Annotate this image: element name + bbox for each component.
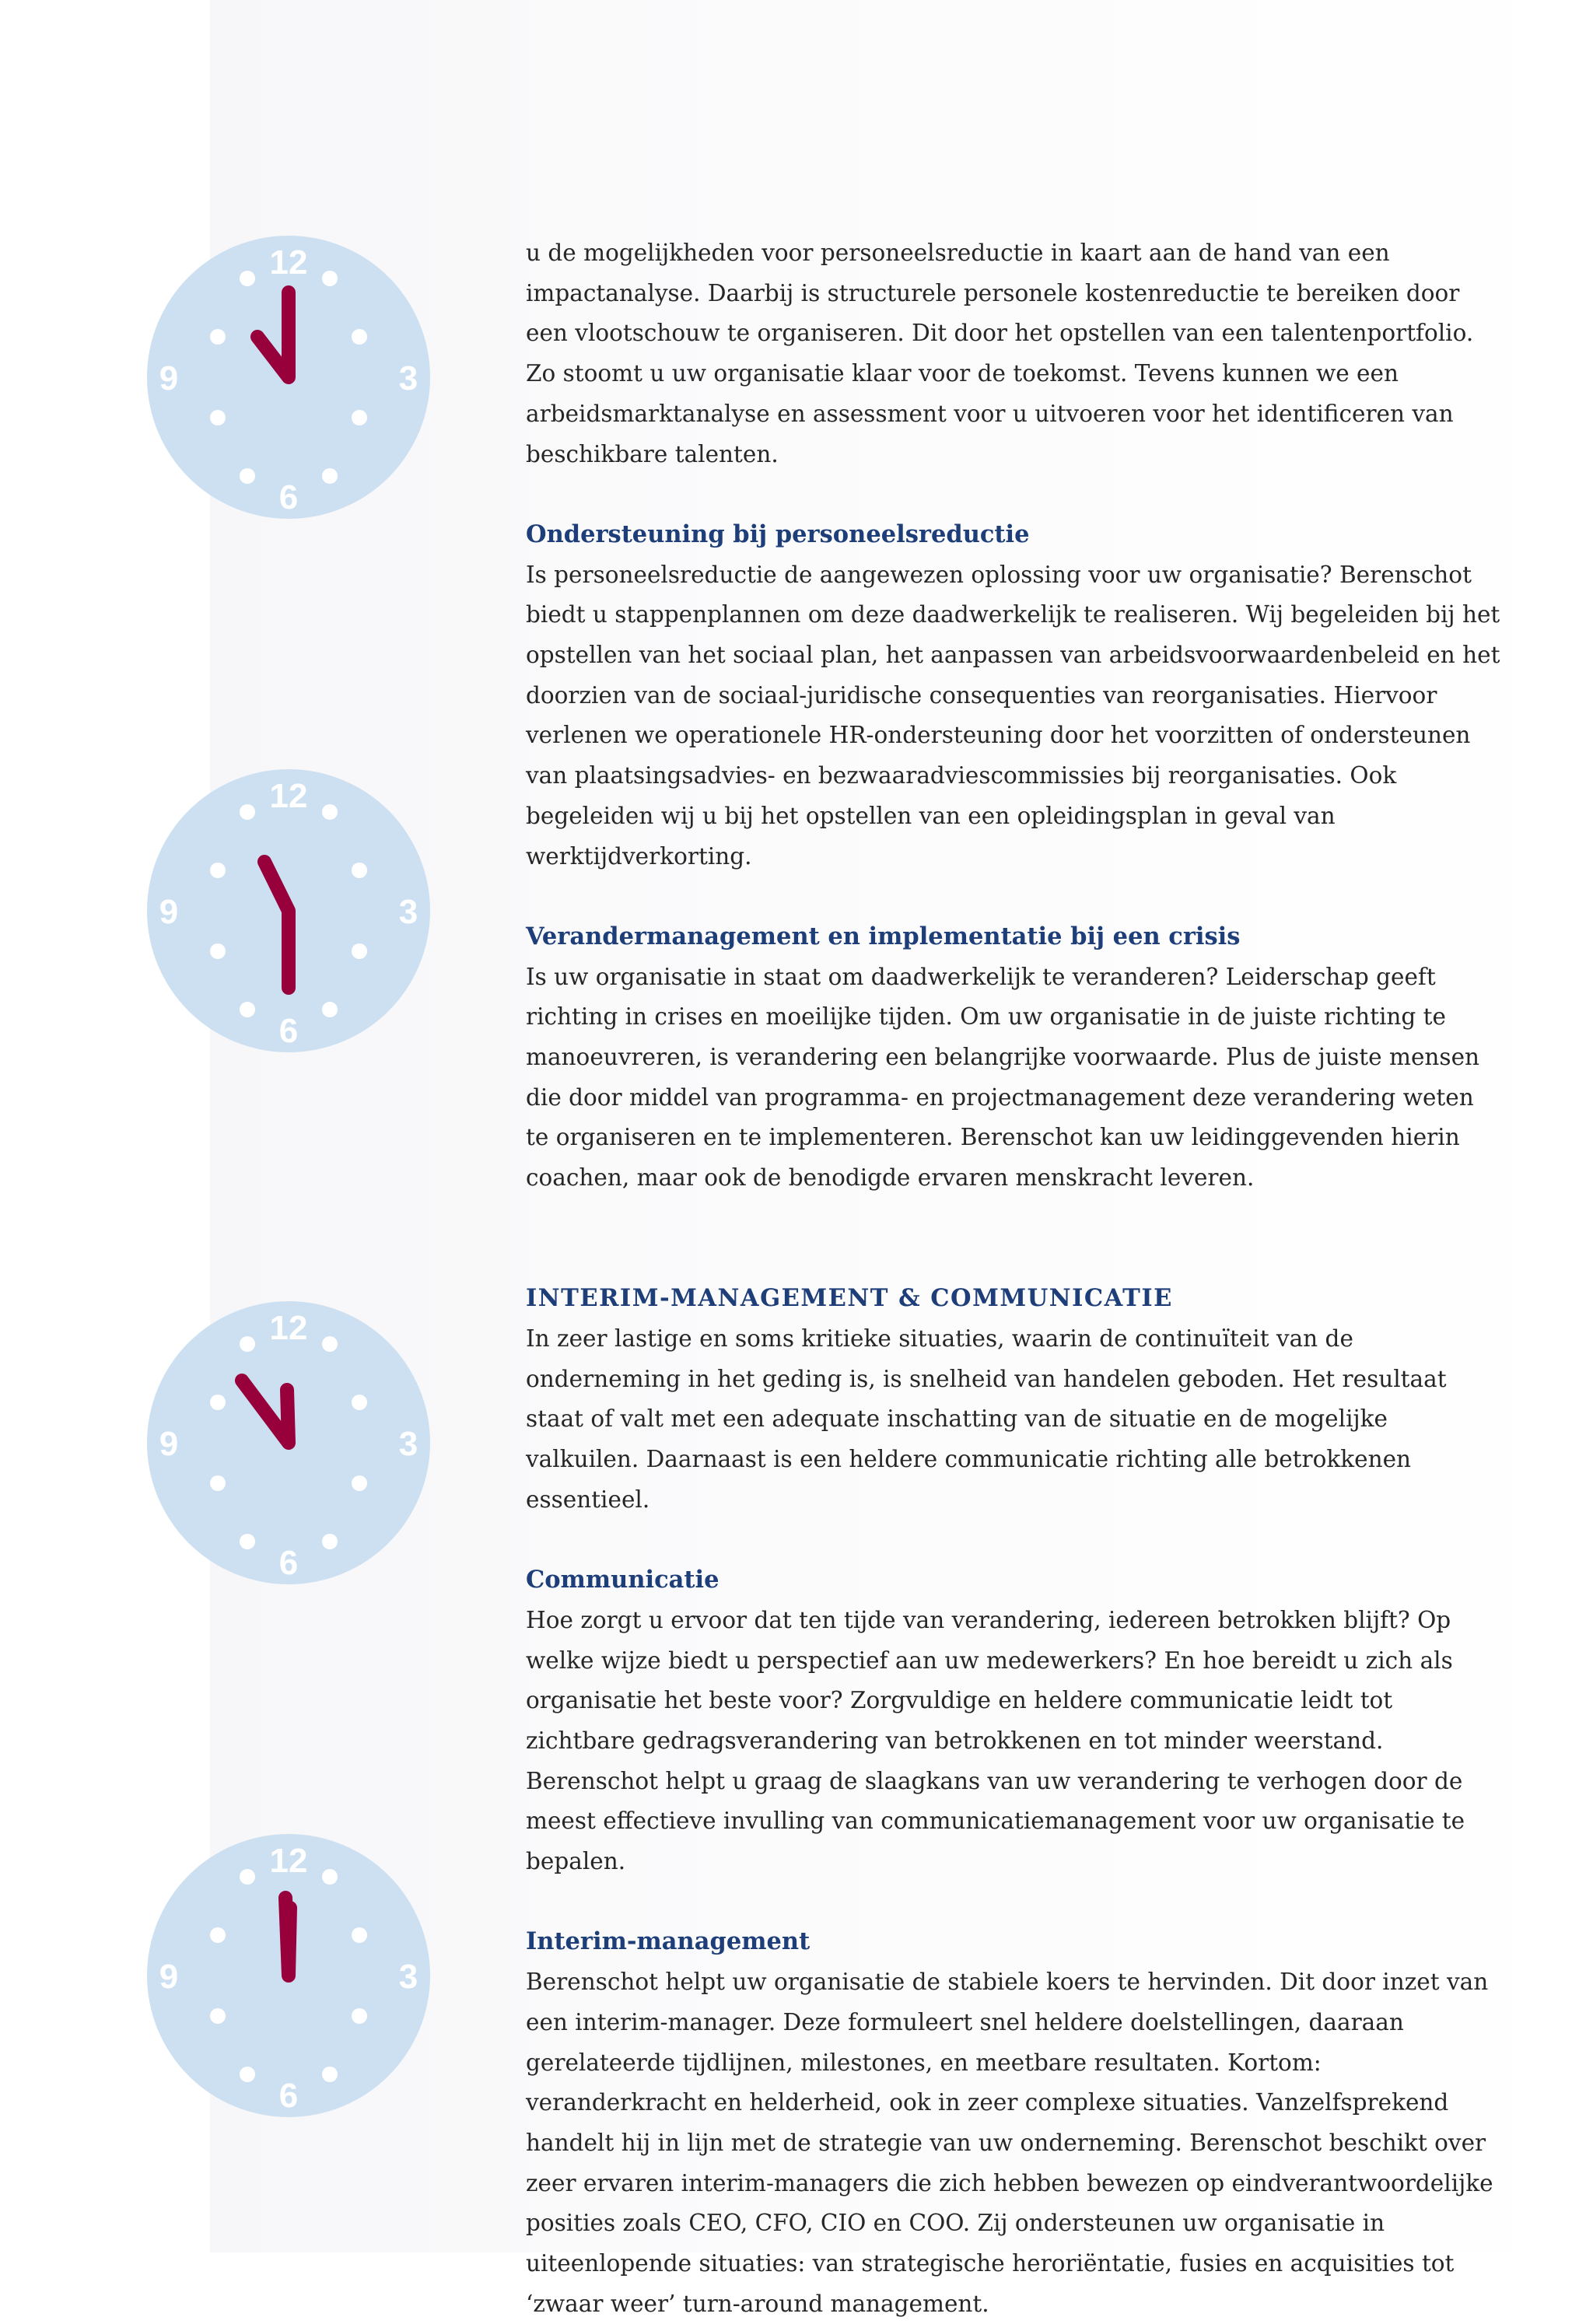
- chapter-heading-interim-communicatie: INTERIM-MANAGEMENT & COMMUNICATIE: [526, 1284, 1173, 1313]
- numeral-9: 9: [159, 1425, 179, 1463]
- section-heading-personeelsreductie: Ondersteuning bij personeelsreductie: [526, 520, 1030, 548]
- numeral-9: 9: [159, 1958, 179, 1996]
- spacer: [526, 474, 1501, 515]
- clock-illustration: [146, 1300, 431, 1585]
- numeral-3: 3: [398, 1958, 418, 1996]
- numeral-9: 9: [159, 359, 179, 397]
- spacer: [526, 1199, 1501, 1279]
- section-body-interim-management: Berenschot helpt uw organisatie de stabiele koers te hervinden. Dit door inzet van een interim-manager. Deze formuleert snel heldere doelstellingen, daaraan gerelateerde tijdlijnen, milestones, en meetbare resultaten. Kortom: veranderkracht en helderheid, ook in zeer complexe situaties. Vanzelfsprekend handelt hij in lijn met de strategie van uw onderneming. Berenschot beschikt over zeer ervaren interim-managers die zich hebben bewezen op eindverantwoordelijke posities zoals CEO, CFO, CIO en COO. Zij ondersteunen uw organisatie in uiteenlopende situaties: van strategische heroriëntatie, fusies en acquisities tot ‘zwaar weer’ turn-around management.: [526, 1969, 1493, 2317]
- spacer: [526, 1520, 1501, 1560]
- section-body-personeelsreductie: Is personeelsreductie de aangewezen oplossing voor uw organisatie? Berenschot biedt u stappenplannen om deze daadwerkelijk te realiseren. Wij begeleiden bij het opstellen van het sociaal plan, het aanpassen van arbeidsvoorwaardenbeleid en het doorzien van de sociaal-juridische consequenties van reorganisaties. Hiervoor verlenen we operationele HR-ondersteuning door het voorzitten of ondersteunen van plaatsingsadvies- en bezwaaradviescommissies bij reorganisaties. Ook begeleiden wij u bij het opstellen van een opleidingsplan in geval van werktijdverkorting.: [526, 561, 1500, 870]
- intro-paragraph: u de mogelijkheden voor personeelsreductie in kaart aan de hand van een impactanalyse. Daarbij is structurele personele kostenreductie te bereiken door een vlootschouw te organiseren. Dit door het opstellen van een talentenportfolio. Zo stoomt u uw organisatie klaar voor de toekomst. Tevens kunnen we een arbeidsmarktanalyse en assessment voor u uitvoeren voor het identificeren van beschikbare talenten.: [526, 240, 1474, 467]
- clock-icon: [146, 1833, 431, 2118]
- spacer: [526, 1882, 1501, 1923]
- section-body-communicatie: Hoe zorgt u ervoor dat ten tijde van verandering, iedereen betrokken blijft? Op welke wijze biedt u perspectief aan uw medewerkers? En hoe bereidt u zich als organisatie het beste voor? Zorgvuldige en heldere communicatie leidt tot zichtbare gedragsverandering van betrokkenen en tot minder weerstand. Berenschot helpt u graag de slaagkans van uw verandering te verhogen door de meest effectieve invulling van communicatiemanagement voor uw organisatie te bepalen.: [526, 1606, 1465, 1875]
- numeral-3: 3: [398, 359, 418, 397]
- clock-icon: [146, 235, 431, 520]
- clock-illustration: [146, 1833, 431, 2118]
- numeral-12: 12: [269, 1309, 308, 1347]
- numeral-12: 12: [269, 1842, 308, 1880]
- section-heading-verandermanagement: Verandermanagement en implementatie bij een crisis: [526, 922, 1241, 950]
- section-body-verandermanagement: Is uw organisatie in staat om daadwerkelijk te veranderen? Leiderschap geeft richting in crises en moeilijke tijden. Om uw organisatie in de juiste richting te manoeuvreren, is verandering een belangrijke voorwaarde. Plus de juiste mensen die door middel van programma- en projectmanagement deze verandering weten te organiseren en te implementeren. Berenschot kan uw leidinggevenden hierin coachen, maar ook de benodigde ervaren menskracht leveren.: [526, 963, 1480, 1192]
- clock-illustration: [146, 768, 431, 1053]
- spacer: [526, 877, 1501, 917]
- chapter-body-interim-communicatie: In zeer lastige en soms kritieke situaties, waarin de continuïteit van de onderneming in het geding is, is snelheid van handelen geboden. Het resultaat staat of valt met een adequate inschatting van de situatie en de mogelijke valkuilen. Daarnaast is een heldere communicatie richting alle betrokkenen essentieel.: [526, 1325, 1447, 1513]
- section-heading-communicatie: Communicatie: [526, 1566, 719, 1594]
- numeral-3: 3: [398, 1425, 418, 1463]
- clock-icon: [146, 768, 431, 1053]
- clock-hands: [285, 1898, 290, 1976]
- numeral-6: 6: [278, 478, 299, 516]
- numeral-6: 6: [278, 1012, 299, 1050]
- numeral-6: 6: [278, 2077, 299, 2115]
- section-heading-interim-management: Interim-management: [526, 1927, 811, 1956]
- numeral-3: 3: [398, 893, 418, 931]
- numeral-12: 12: [269, 243, 308, 282]
- clock-illustration: [146, 235, 431, 520]
- article-body: [526, 233, 1501, 2324]
- clock-icon: [146, 1300, 431, 1585]
- numeral-12: 12: [269, 777, 308, 815]
- numeral-6: 6: [278, 1544, 299, 1582]
- numeral-9: 9: [159, 893, 179, 931]
